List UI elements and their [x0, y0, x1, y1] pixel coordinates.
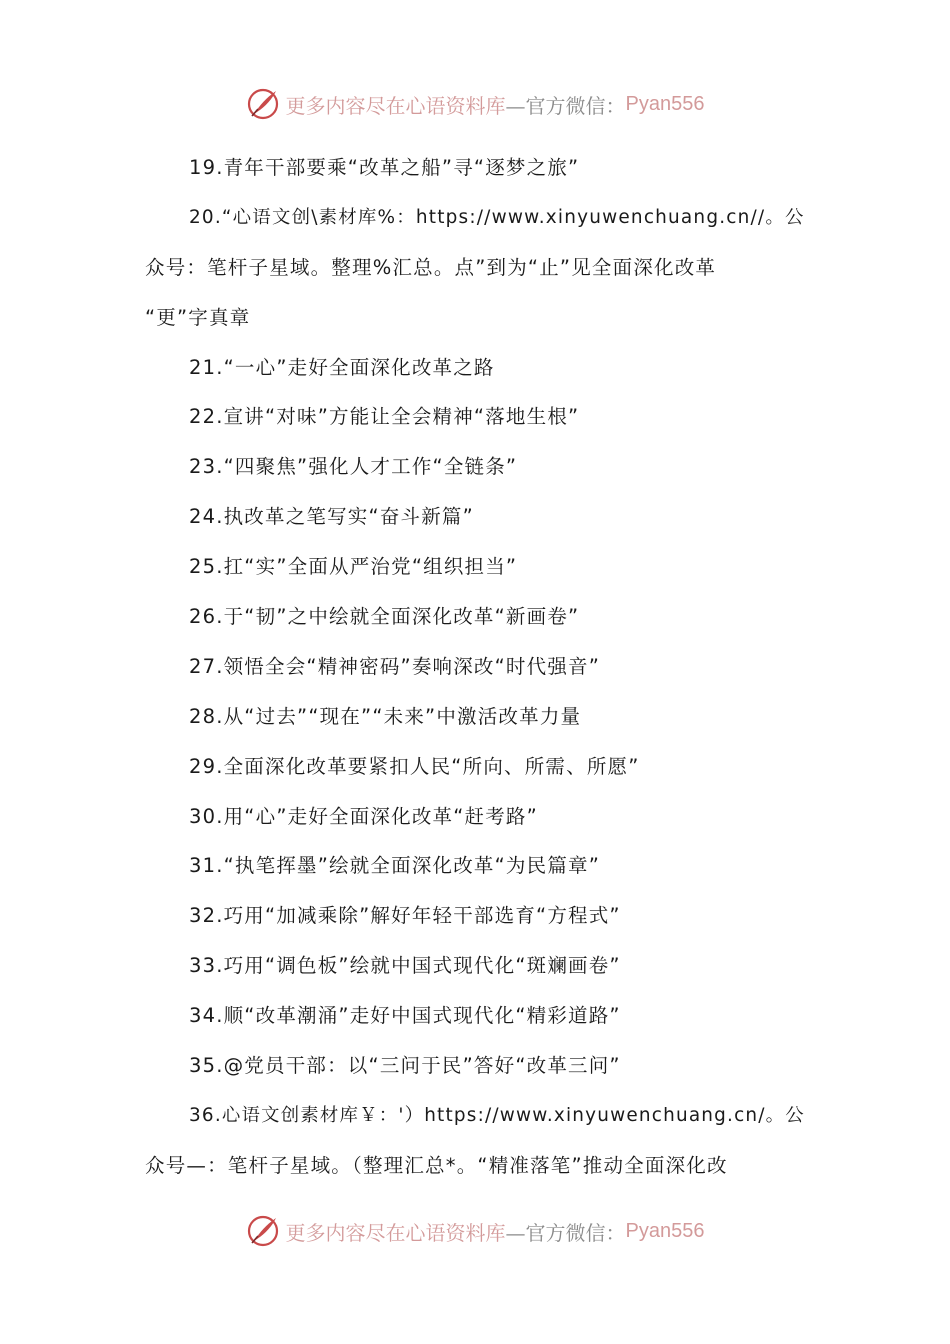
watermark-main-text: 更多内容尽在心语资料库	[285, 1220, 506, 1245]
list-item-28: 28.从“过去”“现在”“未来”中激活改革力量	[189, 704, 582, 728]
list-item-20-line-3: “更”字真章	[145, 305, 251, 329]
list-item-24: 24.执改革之笔写实“奋斗新篇”	[189, 505, 474, 529]
watermark-wechat-id: Pyan556	[625, 92, 705, 115]
quill-logo-icon	[246, 1214, 280, 1248]
list-item-20-line-2: 众号：笔杆子星域。整理%汇总。点”到为“止”见全面深化改革	[145, 255, 717, 279]
list-item-29: 29.全面深化改革要紧扣人民“所向、所需、所愿”	[189, 754, 640, 778]
header-watermark	[0, 84, 950, 124]
list-item-19: 19.青年干部要乘“改革之船”寻“逐梦之旅”	[189, 156, 580, 179]
list-item-36-line-1: 36.心语文创素材库￥：'）https://www.xinyuwenchuang.cn/。公	[189, 1104, 805, 1126]
list-item-33: 33.巧用“调色板”绘就中国式现代化“斑斓画卷”	[189, 954, 621, 978]
watermark-wechat-id: Pyan556	[625, 1219, 705, 1242]
list-item-26: 26.于“韧”之中绘就全面深化改革“新画卷”	[189, 605, 580, 629]
quill-logo-icon	[246, 87, 280, 121]
list-item-21: 21.“一心”走好全面深化改革之路	[189, 355, 495, 379]
list-item-20-line-1: 20.“心语文创\素材库%：https://www.xinyuwenchuang.cn//。公	[189, 206, 805, 228]
document-body	[145, 150, 807, 1198]
watermark-sub-text: —官方微信：	[505, 1220, 626, 1245]
list-item-32: 32.巧用“加减乘除”解好年轻干部选育“方程式”	[189, 904, 621, 928]
list-item-34: 34.顺“改革潮涌”走好中国式现代化“精彩道路”	[189, 1004, 621, 1028]
list-item-30: 30.用“心”走好全面深化改革“赶考路”	[189, 804, 538, 828]
list-item-25: 25.扛“实”全面从严治党“组织担当”	[189, 555, 518, 579]
list-item-31: 31.“执笔挥墨”绘就全面深化改革“为民篇章”	[189, 854, 601, 878]
list-item-36-line-2: 众号—：笔杆子星域。（整理汇总*。“精准落笔”推动全面深化改	[145, 1153, 728, 1177]
list-item-35: 35.@党员干部：以“三问于民”答好“改革三问”	[189, 1054, 621, 1078]
watermark-sub-text: —官方微信：	[505, 93, 626, 118]
watermark-main-text: 更多内容尽在心语资料库	[285, 93, 506, 118]
list-item-27: 27.领悟全会“精神密码”奏响深改“时代强音”	[189, 654, 601, 678]
list-item-22: 22.宣讲“对味”方能让全会精神“落地生根”	[189, 405, 580, 429]
footer-watermark	[0, 1211, 950, 1251]
list-item-23: 23.“四聚焦”强化人才工作“全链条”	[189, 455, 518, 479]
